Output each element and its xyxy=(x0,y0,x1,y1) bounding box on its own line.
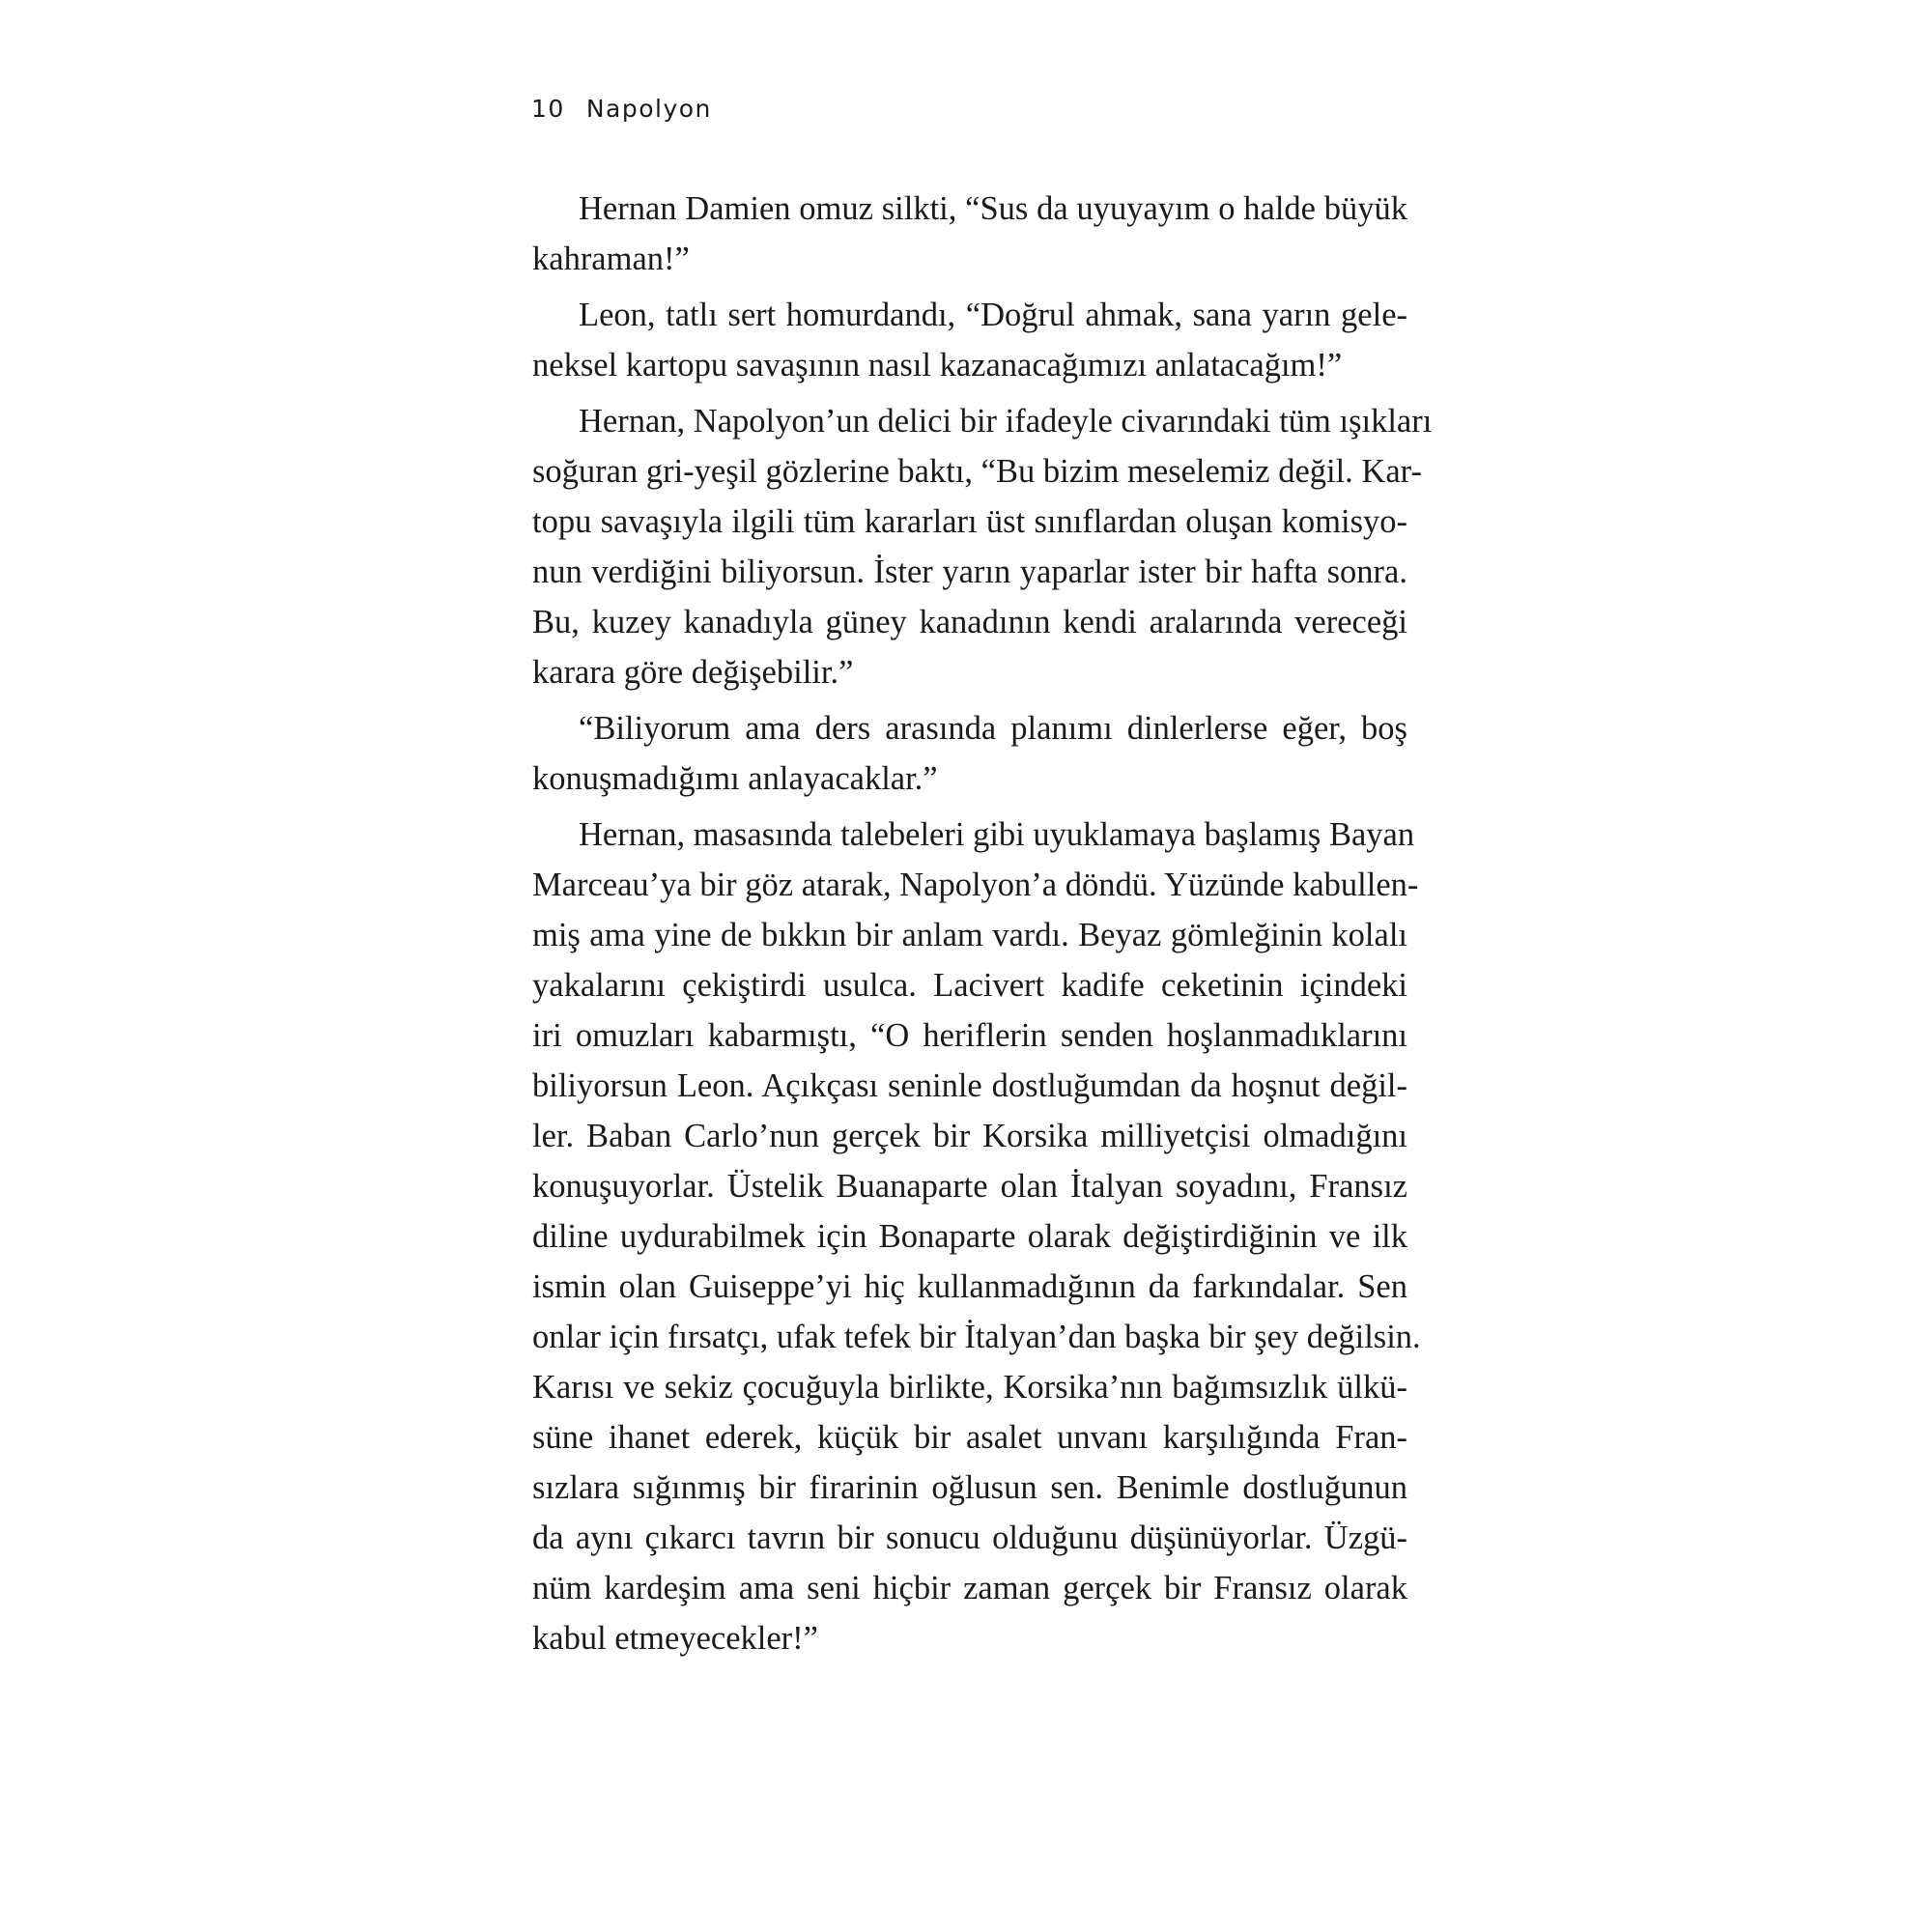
text-line: Marceau’ya bir göz atarak, Napolyon’a döndü. Yüzünde kabullen- xyxy=(532,867,1419,903)
text-line: ismin olan Guiseppe’yi hiç kullanmadığının da farkındalar. Sen xyxy=(532,1268,1407,1305)
text-line: topu savaşıyla ilgili tüm kararları üst sınıflardan oluşan komisyo- xyxy=(532,503,1407,540)
text-line: nun verdiğini biliyorsun. İster yarın yaparlar ister bir hafta sonra. xyxy=(532,554,1407,590)
text-line: Karısı ve sekiz çocuğuyla birlikte, Korsika’nın bağımsızlık ülkü- xyxy=(532,1369,1407,1406)
running-title: Napolyon xyxy=(585,95,712,123)
page-number: 10 xyxy=(531,95,565,123)
text-line: konuşuyorlar. Üstelik Buanaparte olan İtalyan soyadını, Fransız xyxy=(532,1168,1407,1205)
text-line: süne ihanet ederek, küçük bir asalet unvanı karşılığında Fran- xyxy=(532,1419,1407,1456)
text-line: karara göre değişebilir.” xyxy=(532,654,854,691)
text-line: Hernan, masasında talebeleri gibi uyuklamaya başlamış Bayan xyxy=(579,816,1415,853)
text-line: Hernan Damien omuz silkti, “Sus da uyuyayım o halde büyük xyxy=(579,190,1407,227)
text-line: Leon, tatlı sert homurdandı, “Doğrul ahmak, sana yarın gele- xyxy=(579,297,1407,333)
text-line: onlar için fırsatçı, ufak tefek bir İtalyan’dan başka bir şey değilsin. xyxy=(532,1319,1421,1355)
body-text xyxy=(532,184,1433,1669)
paragraph xyxy=(532,290,1407,390)
paragraph xyxy=(532,396,1433,697)
text-line: sızlara sığınmış bir firarinin oğlusun sen. Benimle dostluğunun xyxy=(532,1469,1407,1506)
text-line: soğuran gri-yeşil gözlerine baktı, “Bu bizim meselemiz değil. Kar- xyxy=(532,453,1422,490)
text-line: kahraman!” xyxy=(532,241,690,277)
text-line: yakalarını çekiştirdi usulca. Lacivert kadife ceketinin içindeki xyxy=(532,967,1407,1004)
text-line: konuşmadığımı anlayacaklar.” xyxy=(532,760,938,797)
text-line: da aynı çıkarcı tavrın bir sonucu olduğunu düşünüyorlar. Üzgü- xyxy=(532,1520,1407,1556)
text-line: “Biliyorum ama ders arasında planımı dinlerlerse eğer, boş xyxy=(579,710,1407,747)
text-line: Bu, kuzey kanadıyla güney kanadının kendi aralarında vereceği xyxy=(532,604,1407,640)
paragraph xyxy=(532,184,1407,284)
text-line: ler. Baban Carlo’nun gerçek bir Korsika milliyetçisi olmadığını xyxy=(532,1118,1407,1154)
paragraph xyxy=(532,810,1421,1663)
text-line: biliyorsun Leon. Açıkçası seninle dostluğumdan da hoşnut değil- xyxy=(532,1067,1407,1104)
text-line: diline uydurabilmek için Bonaparte olarak değiştirdiğinin ve ilk xyxy=(532,1218,1407,1255)
text-line: Hernan, Napolyon’un delici bir ifadeyle civarındaki tüm ışıkları xyxy=(579,403,1433,440)
text-line: iri omuzları kabarmıştı, “O heriflerin senden hoşlanmadıklarını xyxy=(532,1017,1407,1054)
running-head xyxy=(531,95,712,123)
text-line: neksel kartopu savaşının nasıl kazanacağımızı anlatacağım!” xyxy=(532,347,1343,384)
text-line: miş ama yine de bıkkın bir anlam vardı. Beyaz gömleğinin kolalı xyxy=(532,917,1407,953)
text-line: nüm kardeşim ama seni hiçbir zaman gerçek bir Fransız olarak xyxy=(532,1570,1407,1606)
paragraph xyxy=(532,703,1407,804)
text-line: kabul etmeyecekler!” xyxy=(532,1620,818,1657)
